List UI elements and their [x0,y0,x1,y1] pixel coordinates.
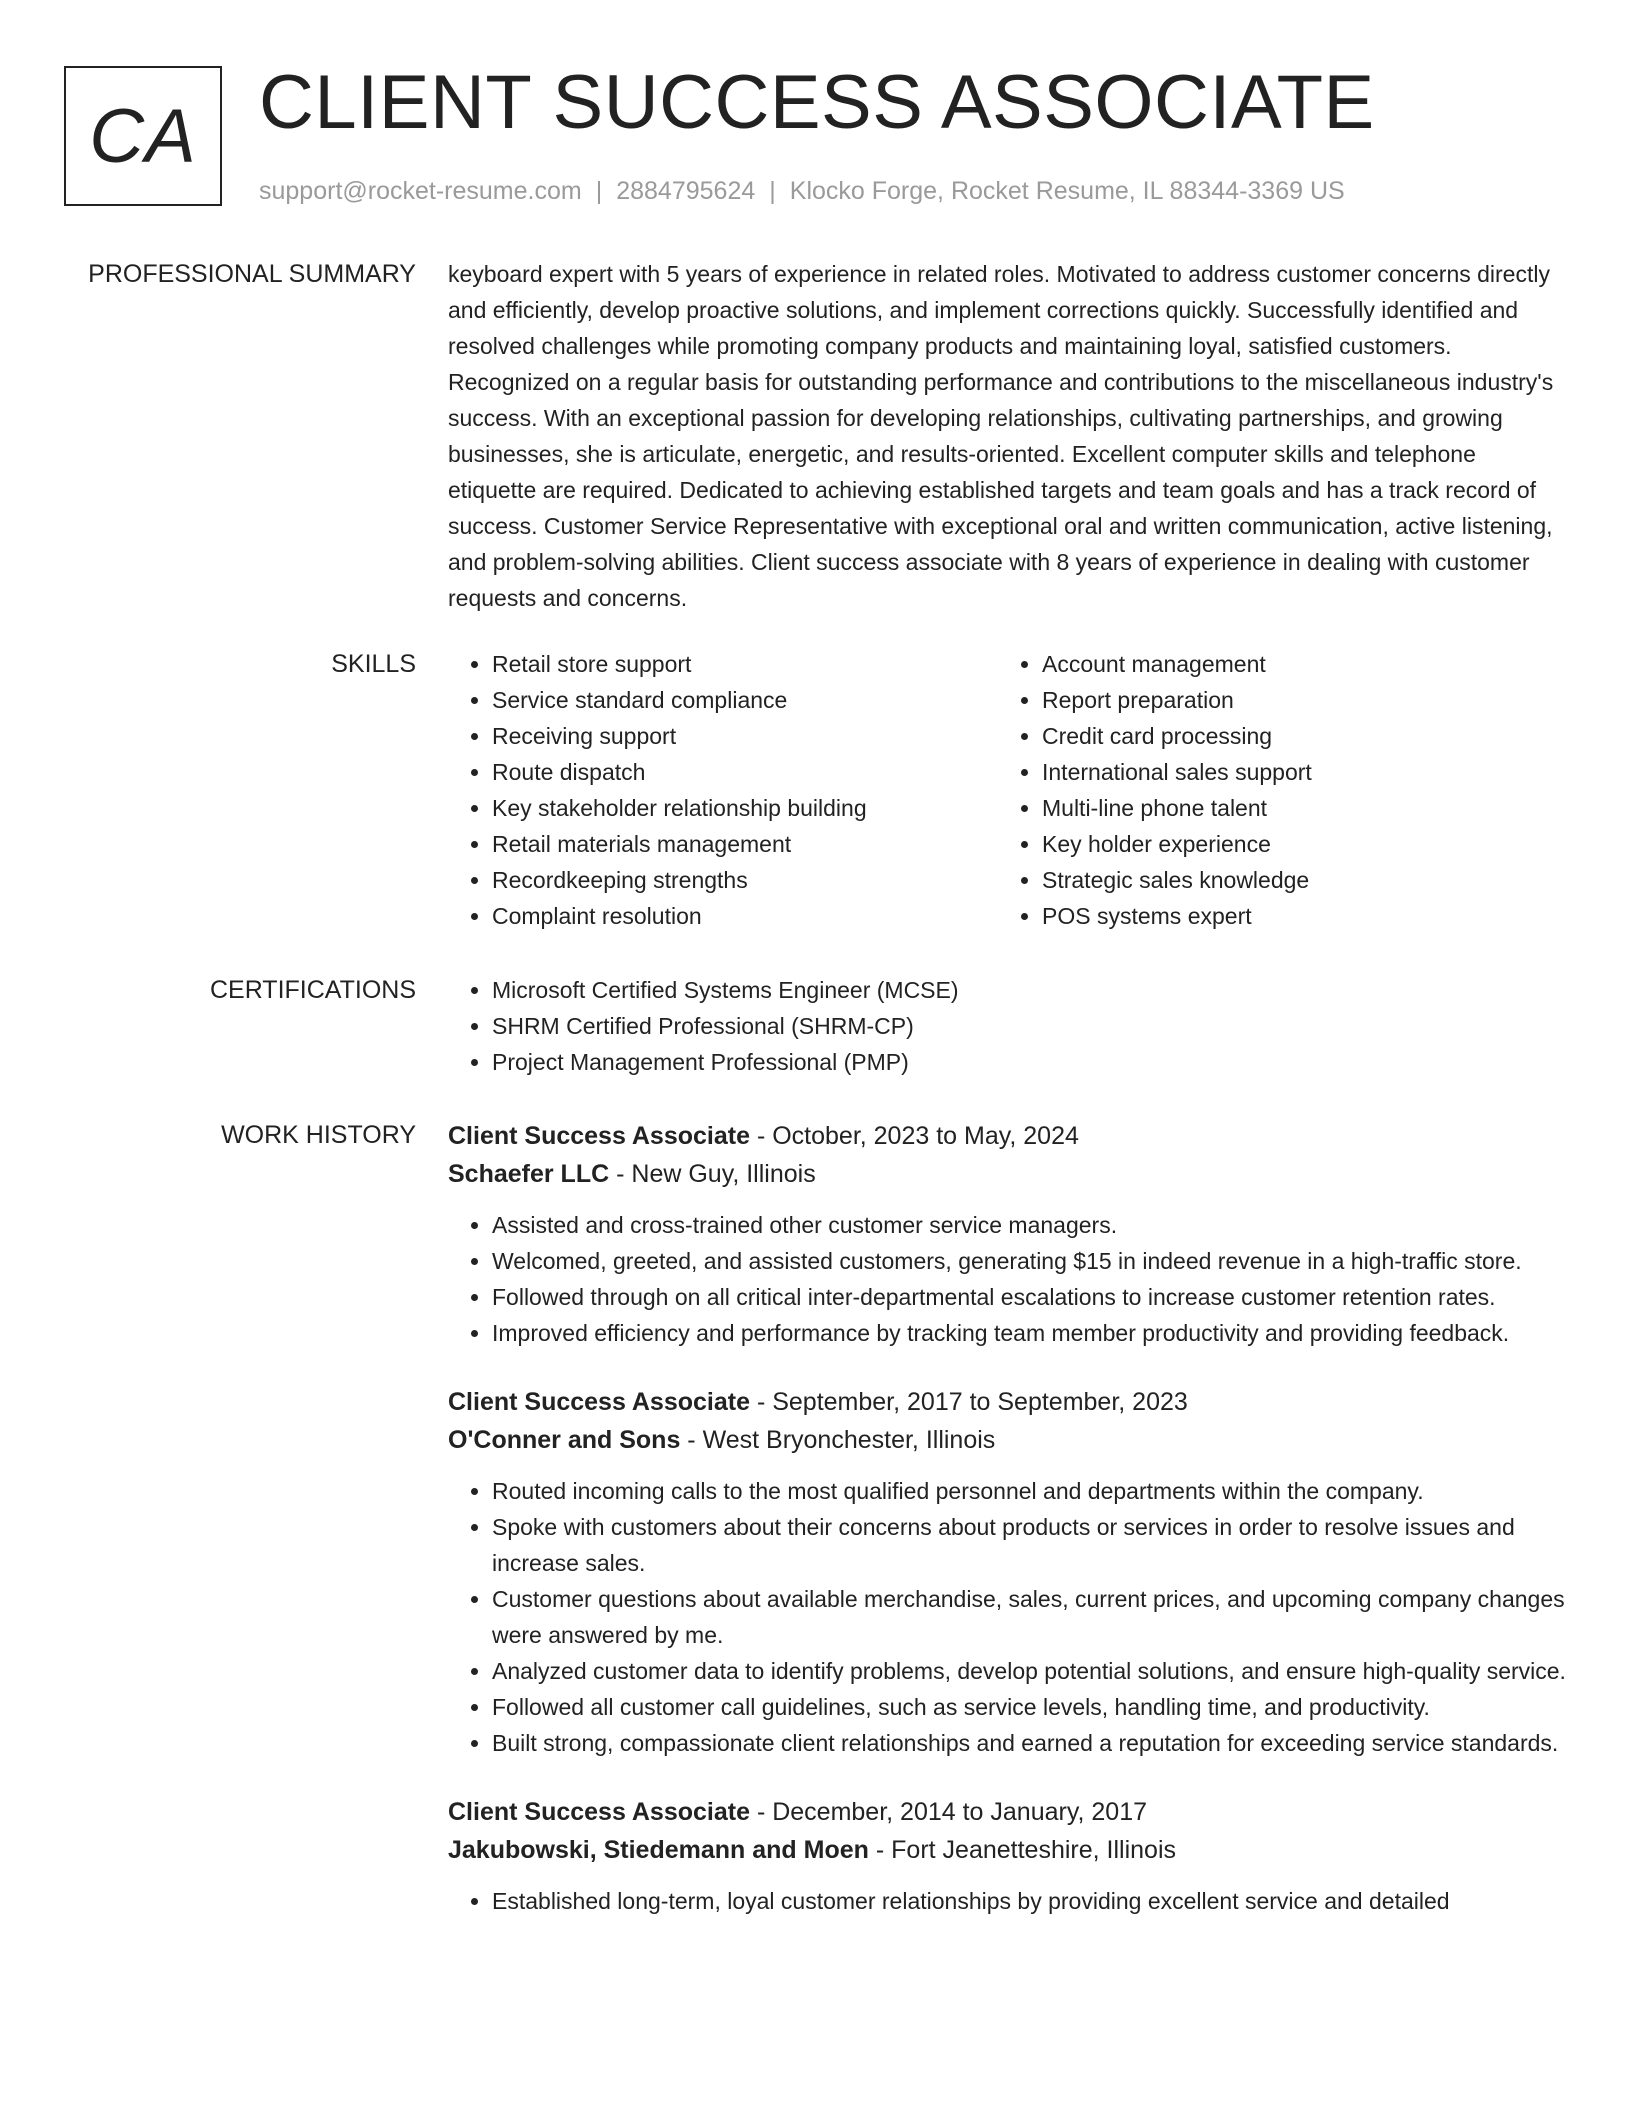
job-company: Jakubowski, Stiedemann and Moen [448,1836,869,1864]
skills-column-left [448,646,998,934]
job-location: - Fort Jeanetteshire, Illinois [868,1836,1177,1864]
skill-item: • Route dispatch [492,754,998,790]
summary-text: keyboard expert with 5 years of experience in related roles. Motivated to address customer concerns directly and efficiently, develop proactive solutions, and implement corrections quickly. Successfully identified and resolved challenges while promoting company products and maintaining loyal, satisfied customers. Recognized on a regular basis for outstanding performance and contributions to the miscellaneous industry's success. With an exceptional passion for developing relationships, cultivating partnerships, and growing businesses, she is articulate, energetic, and results-oriented. Excellent computer skills and telephone etiquette are required. Dedicated to achieving established targets and team goals and has a track record of success. Customer Service Representative with exceptional oral and written communication, active listening, and problem-solving abilities. Client success associate with 8 years of experience in dealing with customer requests and concerns. [448,261,1554,611]
job-company: Schaefer LLC [448,1160,610,1188]
job-bullet: • Improved efficiency and performance by tracking team member productivity and providing feedback. [492,1315,1570,1351]
skills-body [448,646,1570,934]
job-role: Client Success Associate [448,1388,750,1416]
job-bullet: • Customer questions about available merchandise, sales, current prices, and upcoming company changes were answered by me. [492,1581,1570,1653]
skill-item: • Retail store support [492,646,998,682]
resume-name: CLIENT SUCCESS ASSOCIATE [259,60,1375,145]
job-title-line [448,1793,1570,1831]
contact-address: Klocko Forge, Rocket Resume, IL 88344-3369 US [789,177,1345,205]
job-entry [448,1383,1570,1761]
job-entry [448,1793,1570,1919]
job-dates: - October, 2023 to May, 2024 [750,1122,1079,1150]
skills-column-right [998,646,1548,934]
certifications-body [448,972,1570,1080]
job-title-line [448,1117,1570,1155]
job-dates: - December, 2014 to January, 2017 [750,1798,1147,1826]
skill-item: • Multi-line phone talent [1042,790,1548,826]
section-title-summary: PROFESSIONAL SUMMARY [88,260,416,288]
skill-item: • Receiving support [492,718,998,754]
certification-item: • Microsoft Certified Systems Engineer (MCSE) [492,972,1570,1008]
job-title-line [448,1383,1570,1421]
job-company-line [448,1421,1570,1459]
contact-separator: | [595,177,603,205]
skill-item: • Retail materials management [492,826,998,862]
skill-item: • Account management [1042,646,1548,682]
job-company-line [448,1831,1570,1869]
job-location: - West Bryonchester, Illinois [680,1426,996,1454]
summary-body [448,256,1570,616]
job-bullet: • Built strong, compassionate client relationships and earned a reputation for exceeding service standards. [492,1725,1570,1761]
job-bullet: • Followed all customer call guidelines, such as service levels, handling time, and productivity. [492,1689,1570,1725]
contact-phone: 2884795624 [616,177,756,205]
job-bullet: • Established long-term, loyal customer relationships by providing excellent service and detailed [492,1883,1570,1919]
job-bullet: • Assisted and cross-trained other customer service managers. [492,1207,1570,1243]
section-title-certifications: CERTIFICATIONS [209,976,416,1004]
contact-separator: | [769,177,776,205]
job-role: Client Success Associate [448,1798,750,1826]
job-bullet: • Spoke with customers about their concerns about products or services in order to resolve issues and increase sales. [492,1509,1570,1581]
job-bullet: • Analyzed customer data to identify problems, develop potential solutions, and ensure high-quality service. [492,1653,1570,1689]
monogram-logo: CA [64,66,222,206]
certification-item: • SHRM Certified Professional (SHRM-CP) [492,1008,1570,1044]
skill-item: • POS systems expert [1042,898,1548,934]
skill-item: • Key holder experience [1042,826,1548,862]
job-bullet: • Followed through on all critical inter-departmental escalations to increase customer retention rates. [492,1279,1570,1315]
job-role: Client Success Associate [448,1122,750,1150]
job-dates: - September, 2017 to September, 2023 [750,1388,1188,1416]
skill-item: • Strategic sales knowledge [1042,862,1548,898]
contact-email: support@rocket-resume.com [259,177,582,205]
skill-item: • Credit card processing [1042,718,1548,754]
skill-item: • Complaint resolution [492,898,998,934]
skill-item: • Report preparation [1042,682,1548,718]
skill-item: • Recordkeeping strengths [492,862,998,898]
skill-item: • Service standard compliance [492,682,998,718]
job-company: O'Conner and Sons [448,1426,681,1454]
certification-item: • Project Management Professional (PMP) [492,1044,1570,1080]
contact-line [259,174,1345,208]
job-company-line [448,1155,1570,1193]
job-entry [448,1117,1570,1351]
job-bullet: • Routed incoming calls to the most qualified personnel and departments within the company. [492,1473,1570,1509]
job-bullet: • Welcomed, greeted, and assisted customers, generating $15 in indeed revenue in a high-traffic store. [492,1243,1570,1279]
skill-item: • Key stakeholder relationship building [492,790,998,826]
work-history-body [448,1117,1570,1919]
job-location: - New Guy, Illinois [609,1160,816,1188]
section-title-work-history: WORK HISTORY [221,1121,416,1149]
section-title-skills: SKILLS [331,650,416,678]
skill-item: • International sales support [1042,754,1548,790]
